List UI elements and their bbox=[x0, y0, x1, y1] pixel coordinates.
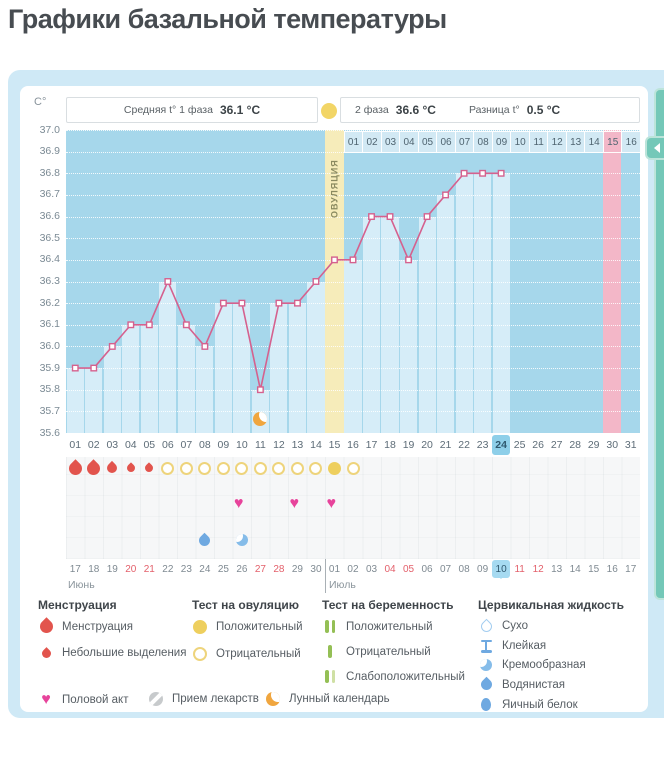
legend-item bbox=[38, 692, 128, 708]
legend-item bbox=[478, 698, 578, 711]
icon-wrap bbox=[192, 620, 208, 634]
cycle-day-cell[interactable]: 18 bbox=[384, 439, 396, 451]
calendar-date-cell: 17 bbox=[69, 563, 81, 575]
egg-white-fluid-icon bbox=[481, 698, 491, 711]
legend-item-label: Водянистая bbox=[502, 678, 566, 691]
legend-item bbox=[478, 679, 565, 691]
cycle-day-cell[interactable]: 24 bbox=[492, 435, 511, 455]
temperature-point[interactable] bbox=[443, 192, 449, 198]
calendar-date-cell: 05 bbox=[402, 563, 415, 575]
icon-wrap bbox=[38, 692, 54, 708]
legend-item-label: Отрицательный bbox=[216, 648, 301, 660]
phase2-value: 36.6 °C bbox=[395, 103, 436, 117]
temperature-point[interactable] bbox=[221, 300, 227, 306]
y-axis-tick-label: 36.7 bbox=[39, 188, 60, 201]
temperature-point[interactable] bbox=[424, 214, 430, 220]
calendar-date-cell: 21 bbox=[143, 563, 155, 575]
pregnancy-test-negative-icon bbox=[328, 645, 332, 658]
dpo-day-cell: 01 bbox=[344, 131, 364, 153]
cycle-day-cell[interactable]: 27 bbox=[550, 439, 563, 451]
legend-item-label: Слабоположительный bbox=[346, 670, 465, 683]
pregnancy-test-positive-icon bbox=[325, 620, 335, 633]
gridline bbox=[66, 433, 640, 434]
page-title: Графики базальной температуры bbox=[8, 4, 447, 34]
calendar-date-cell: 14 bbox=[569, 563, 581, 575]
temperature-point[interactable] bbox=[91, 365, 97, 371]
intercourse-heart-icon bbox=[234, 495, 244, 513]
icon-wrap bbox=[478, 659, 494, 671]
phase2-label: 2 фаза bbox=[355, 104, 389, 116]
ovulation-test-positive-icon bbox=[328, 462, 341, 475]
cycle-day-cell[interactable]: 05 bbox=[143, 439, 156, 451]
calendar-date-cell: 11 bbox=[514, 563, 525, 575]
y-axis-tick-label: 35.9 bbox=[39, 361, 60, 374]
cycle-day-cell[interactable]: 25 bbox=[513, 439, 526, 451]
calendar-date-cell: 30 bbox=[310, 563, 322, 575]
calendar-date-cell: 27 bbox=[254, 563, 266, 575]
dpo-day-cell: 07 bbox=[455, 131, 475, 153]
temperature-point[interactable] bbox=[369, 214, 375, 220]
cycle-day-cell[interactable]: 13 bbox=[291, 439, 304, 451]
dpo-day-cell: 16 bbox=[621, 131, 641, 153]
y-axis-tick-label: 35.6 bbox=[39, 426, 60, 439]
menstruation-drop-icon bbox=[37, 617, 55, 635]
y-axis-tick-label: 36.8 bbox=[39, 166, 60, 179]
month-label-july: Июль bbox=[329, 579, 356, 591]
legend-item-label: Кремообразная bbox=[502, 659, 586, 671]
legend-item-label: Половой акт bbox=[62, 694, 129, 706]
legend-item bbox=[322, 645, 431, 658]
legend-section-title: Цервикальная жидкость bbox=[478, 598, 625, 612]
cycle-day-cell[interactable]: 31 bbox=[624, 439, 637, 451]
calendar-date-cell: 20 bbox=[125, 563, 137, 575]
intercourse-heart-icon bbox=[41, 692, 51, 708]
ovulation-test-negative-icon bbox=[193, 647, 207, 661]
ovulation-test-negative-icon bbox=[254, 462, 267, 475]
cycle-day-cell[interactable]: 29 bbox=[587, 439, 600, 451]
legend-item-label: Небольшие выделения bbox=[62, 647, 187, 659]
cycle-day-cell[interactable]: 12 bbox=[273, 439, 285, 451]
temperature-point[interactable] bbox=[480, 171, 486, 177]
calendar-date-cell: 01 bbox=[328, 563, 341, 575]
sticky-fluid-icon bbox=[481, 640, 492, 653]
intercourse-heart-icon bbox=[289, 495, 299, 513]
dpo-day-cell: 05 bbox=[418, 131, 438, 153]
ovulation-dot-icon bbox=[321, 103, 337, 119]
temperature-unit-label: C° bbox=[34, 96, 47, 108]
calendar-date-cell: 10 bbox=[492, 560, 511, 578]
y-axis-tick-label: 36.0 bbox=[39, 339, 60, 352]
cycle-day-cell[interactable]: 20 bbox=[421, 439, 433, 451]
dpo-day-cell: 11 bbox=[529, 131, 549, 153]
small-spotting-drop-icon bbox=[40, 647, 53, 660]
calendar-date-cell: 23 bbox=[180, 563, 192, 575]
legend-item bbox=[265, 692, 390, 706]
dpo-day-cell: 15 bbox=[603, 131, 623, 153]
calendar-date-cell: 12 bbox=[532, 563, 544, 575]
legend-item bbox=[38, 647, 186, 659]
phase2-summary bbox=[340, 97, 640, 123]
temperature-point[interactable] bbox=[387, 214, 393, 220]
test-bar-icon bbox=[332, 620, 336, 633]
icon-wrap bbox=[322, 670, 338, 683]
medication-icon bbox=[149, 692, 163, 706]
ovulation-test-negative-icon bbox=[161, 462, 174, 475]
cycle-day-cell[interactable]: 14 bbox=[310, 439, 322, 451]
cycle-day-cell[interactable]: 03 bbox=[106, 439, 119, 451]
calendar-date-cell: 13 bbox=[551, 563, 563, 575]
legend-item bbox=[148, 692, 259, 706]
temperature-point[interactable] bbox=[73, 365, 79, 371]
cycle-day-cell[interactable]: 06 bbox=[161, 439, 174, 451]
ovulation-test-negative-icon bbox=[198, 462, 211, 475]
icon-wrap bbox=[478, 640, 494, 653]
ovulation-label: ОВУЛЯЦИЯ bbox=[329, 159, 340, 219]
phase1-label: Средняя t° 1 фаза bbox=[123, 104, 213, 116]
dpo-day-cell: 08 bbox=[473, 131, 493, 153]
legend-item bbox=[478, 659, 586, 671]
ovulation-test-negative-icon bbox=[217, 462, 230, 475]
temperature-point[interactable] bbox=[313, 279, 319, 285]
test-bar-weak-icon bbox=[332, 670, 336, 683]
dpo-day-cell: 13 bbox=[566, 131, 586, 153]
temperature-point[interactable] bbox=[128, 322, 134, 328]
month-separator bbox=[325, 559, 326, 593]
temperature-point[interactable] bbox=[202, 344, 208, 350]
icon-wrap bbox=[322, 645, 338, 658]
calendar-date-cell: 22 bbox=[162, 563, 174, 575]
dpo-day-cell: 14 bbox=[584, 131, 604, 153]
y-axis-tick-label: 35.7 bbox=[39, 404, 60, 417]
y-axis-tick-label: 36.5 bbox=[39, 231, 60, 244]
y-axis-tick-label: 36.1 bbox=[39, 318, 60, 331]
legend-item bbox=[192, 620, 303, 634]
calendar-date-cell: 24 bbox=[199, 563, 211, 575]
temperature-point[interactable] bbox=[165, 279, 171, 285]
cycle-day-cell[interactable]: 08 bbox=[199, 439, 211, 451]
cycle-day-cell[interactable]: 21 bbox=[439, 439, 452, 451]
legend-item-label: Лунный календарь bbox=[289, 693, 390, 705]
dpo-day-cell: 04 bbox=[399, 131, 419, 153]
legend-item bbox=[478, 620, 528, 632]
icon-wrap bbox=[265, 692, 281, 706]
legend-item-label: Сухо bbox=[502, 620, 529, 632]
ovulation-test-positive-icon bbox=[193, 620, 207, 634]
diff-label: Разница t° bbox=[468, 104, 520, 116]
cycle-day-cell[interactable]: 16 bbox=[347, 439, 359, 451]
temperature-point[interactable] bbox=[498, 171, 504, 177]
temperature-point[interactable] bbox=[147, 322, 153, 328]
ovulation-test-negative-icon bbox=[309, 462, 322, 475]
icon-wrap bbox=[38, 620, 54, 633]
legend-section-title: Тест на беременность bbox=[322, 598, 454, 612]
legend-item bbox=[192, 647, 301, 661]
legend-item-label: Положительный bbox=[346, 620, 433, 633]
calendar-date-cell: 25 bbox=[217, 563, 229, 575]
ovulation-test-negative-icon bbox=[272, 462, 285, 475]
icon-wrap bbox=[478, 698, 494, 711]
icon-wrap bbox=[478, 679, 494, 690]
dpo-day-cell: 10 bbox=[510, 131, 530, 153]
icon-wrap bbox=[478, 621, 494, 632]
temperature-point[interactable] bbox=[295, 300, 301, 306]
calendar-date-cell: 16 bbox=[606, 563, 618, 575]
month-label-june: Июнь bbox=[68, 579, 95, 591]
icon-wrap bbox=[192, 647, 208, 661]
cycle-day-cell[interactable]: 01 bbox=[69, 439, 82, 451]
cycle-day-cell[interactable]: 26 bbox=[532, 439, 544, 451]
cycle-day-cell[interactable]: 30 bbox=[606, 439, 619, 451]
ovulation-test-negative-icon bbox=[347, 462, 360, 475]
y-axis-tick-label: 36.3 bbox=[39, 275, 60, 287]
phase1-summary bbox=[66, 97, 318, 123]
calendar-date-cell: 26 bbox=[236, 563, 248, 575]
temperature-point[interactable] bbox=[332, 257, 338, 263]
temperature-point[interactable] bbox=[350, 257, 356, 263]
icon-wrap bbox=[148, 692, 164, 706]
y-axis-tick-label: 36.6 bbox=[39, 210, 60, 223]
temperature-point[interactable] bbox=[258, 387, 264, 393]
dpo-day-cell: 03 bbox=[381, 131, 401, 153]
legend-item-label: Клейкая bbox=[502, 640, 547, 652]
moon-icon bbox=[266, 692, 280, 706]
calendar-date-cell: 29 bbox=[291, 563, 303, 575]
test-bar-icon bbox=[325, 620, 329, 633]
cycle-day-cell[interactable]: 04 bbox=[124, 439, 137, 451]
temperature-point[interactable] bbox=[110, 344, 116, 350]
calendar-date-cell: 02 bbox=[347, 563, 359, 575]
legend-item bbox=[322, 620, 433, 633]
temperature-chart[interactable] bbox=[66, 130, 640, 433]
next-cycle-button[interactable] bbox=[645, 136, 664, 160]
y-axis-tick-label: 35.8 bbox=[39, 383, 60, 396]
legend-item bbox=[322, 670, 465, 683]
diff-value: 0.5 °C bbox=[526, 103, 561, 117]
next-cycle-scrollbar[interactable] bbox=[654, 88, 664, 600]
legend-section-title: Тест на овуляцию bbox=[192, 598, 299, 612]
calendar-date-cell: 06 bbox=[421, 563, 433, 575]
cycle-day-cell[interactable]: 15 bbox=[328, 439, 341, 451]
dpo-day-cell: 06 bbox=[436, 131, 456, 153]
legend-item-label: Прием лекарств bbox=[172, 693, 259, 705]
y-axis-tick-label: 36.9 bbox=[39, 145, 60, 158]
dpo-day-cell: 09 bbox=[492, 131, 512, 153]
temperature-point[interactable] bbox=[184, 322, 190, 328]
calendar-date-cell: 19 bbox=[106, 563, 118, 575]
cycle-day-cell[interactable]: 07 bbox=[180, 439, 193, 451]
cycle-day-cell[interactable]: 19 bbox=[402, 439, 415, 451]
legend-item bbox=[38, 620, 133, 633]
legend-item-label: Менструация bbox=[62, 620, 133, 633]
cycle-day-cell[interactable]: 11 bbox=[254, 439, 266, 451]
temperature-point[interactable] bbox=[461, 171, 467, 177]
legend-item-label: Яичный белок bbox=[502, 698, 578, 711]
cycle-day-cell[interactable]: 17 bbox=[365, 439, 378, 451]
phase1-value: 36.1 °C bbox=[219, 103, 261, 117]
intercourse-heart-icon bbox=[326, 495, 336, 513]
dpo-day-cell: 12 bbox=[547, 131, 567, 153]
calendar-date-cell: 17 bbox=[625, 563, 637, 575]
creamy-fluid-icon bbox=[480, 659, 492, 671]
calendar-date-cell: 03 bbox=[365, 563, 378, 575]
ovulation-test-negative-icon bbox=[235, 462, 248, 475]
calendar-date-cell: 07 bbox=[440, 563, 452, 575]
temperature-point[interactable] bbox=[406, 257, 412, 263]
cycle-day-cell[interactable]: 23 bbox=[476, 439, 489, 451]
creamy-fluid-icon bbox=[236, 534, 248, 546]
legend-item bbox=[478, 640, 546, 653]
test-bar-icon bbox=[325, 670, 329, 683]
calendar-date-cell: 04 bbox=[384, 563, 396, 575]
cycle-day-cell[interactable]: 09 bbox=[217, 439, 230, 451]
ovulation-test-negative-icon bbox=[291, 462, 304, 475]
temperature-point[interactable] bbox=[239, 300, 245, 306]
temperature-point[interactable] bbox=[276, 300, 282, 306]
pregnancy-test-weak-positive-icon bbox=[325, 670, 335, 683]
cycle-day-cell[interactable]: 22 bbox=[458, 439, 470, 451]
icon-wrap bbox=[38, 649, 54, 658]
chevron-left-icon bbox=[649, 143, 660, 153]
icon-wrap bbox=[322, 620, 338, 633]
calendar-date-cell: 18 bbox=[88, 563, 100, 575]
calendar-date-cell: 15 bbox=[588, 563, 600, 575]
cycle-day-cell[interactable]: 28 bbox=[569, 439, 582, 451]
ovulation-test-negative-icon bbox=[180, 462, 193, 475]
watery-fluid-icon bbox=[478, 677, 494, 693]
y-axis-tick-label: 36.2 bbox=[39, 296, 60, 309]
temperature-line bbox=[66, 130, 640, 433]
y-axis-tick-label: 36.4 bbox=[39, 253, 60, 266]
legend-item-label: Отрицательный bbox=[346, 645, 431, 658]
cycle-day-cell[interactable]: 10 bbox=[236, 439, 248, 451]
dpo-day-cell: 02 bbox=[362, 131, 382, 153]
cycle-day-cell[interactable]: 02 bbox=[87, 439, 100, 451]
y-axis-tick-label: 37.0 bbox=[39, 123, 60, 136]
calendar-date-cell: 28 bbox=[273, 563, 285, 575]
calendar-date-cell: 09 bbox=[477, 563, 489, 575]
calendar-date-cell: 08 bbox=[458, 563, 470, 575]
legend-item-label: Положительный bbox=[216, 621, 303, 633]
legend-section-title: Менструация bbox=[38, 598, 117, 612]
dry-fluid-icon bbox=[478, 618, 494, 634]
